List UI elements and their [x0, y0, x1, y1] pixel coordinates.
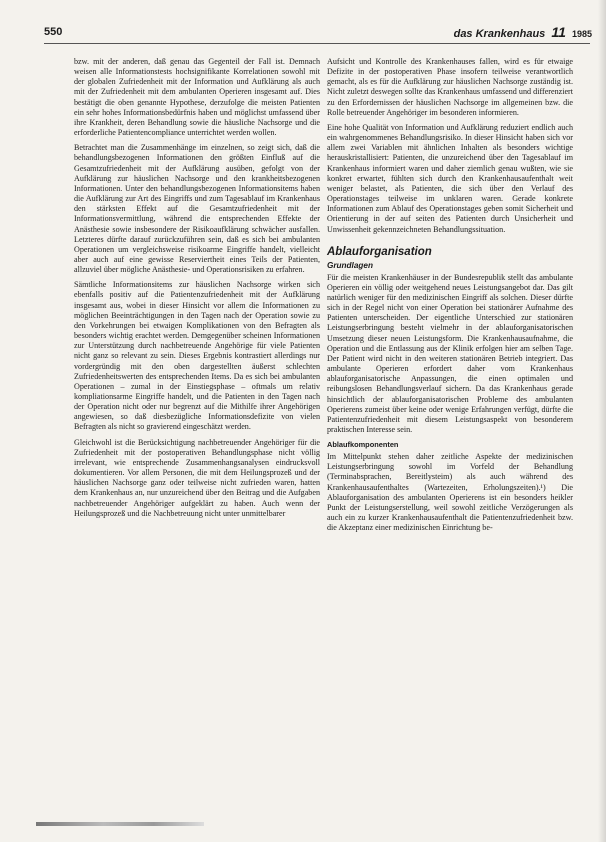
left-paragraph-2: Betrachtet man die Zusammenhänge im einzelnen, so zeigt sich, daß die behandlungsbezogenen Informationen den größten Einfluß auf die Gesamtzufriedenheit mit der Aufklärung ausüben, gefolgt von der Aufklärung zur häuslichen Nachsorge und den krankheitsbezogenen Informationen. Unter den behandlungsbezogenen Informationsitems haben die Aufklärung zur Art des Eingriffs und zum Tagesablauf im Krankenhaus den stärksten Effekt auf die Gesamtzufriedenheit mit der Informationsvermittlung, während die entsprechenden Effekte der Anästhesie sowie insbesondere der Risikoaufklärung schwächer ausfallen. Letzteres dürfte darauf zurückzuführen sein, daß es sich bei ambulanten Operationen um vergleichsweise risikoarme Eingriffe handelt, vielleicht aber auch auf eine gewisse Reserviertheit eines Teils der Patienten, allzuviel über mögliche Anästhesie- und Operationsrisiken zu erfahren. [74, 143, 320, 275]
right-paragraph-1: Aufsicht und Kontrolle des Krankenhauses fallen, wird es für etwaige Defizite in der postoperativen Phase insofern teilweise verantwortlich gemacht, als es für die Aufklärung zur häuslichen Nachsorge zuständig ist. Nicht zuletzt deswegen sollte das Krankenhaus umfassend und differenziert zu den Erfordernissen der häuslichen Nachsorge im allgemeinen bzw. die Rolle betreuender Angehöriger im besonderen informieren. [327, 57, 573, 117]
left-column [74, 57, 320, 524]
issue-year: 1985 [571, 29, 592, 39]
right-column [327, 57, 573, 538]
section-heading: Ablauforganisation [327, 245, 432, 258]
page-edge-shadow [598, 0, 606, 842]
header-rule [44, 43, 590, 44]
left-paragraph-1: bzw. mit der anderen, daß genau das Gegenteil der Fall ist. Demnach weisen alle Informationstests hochsignifikante Korrelationen sowohl mit der globalen Zufriedenheit mit der Information und Aufklärung als auch mit der Zufriedenheit mit dem ambulanten Operieren insgesamt auf. Dies bestätigt die oben genannte Hypothese, derzufolge die meisten Patienten ein sehr hohes Informationsbedürfnis haben und möglichst umfassend über ihre Krankheit, deren Behandlung sowie die häusliche Nachsorge und die erforderliche Patientencompliance unterrichtet werden wollen. [74, 57, 320, 138]
subheading-grundlagen: Grundlagen [327, 260, 373, 270]
subheading-ablaufkomponenten: Ablaufkomponenten [327, 440, 399, 450]
running-head [454, 24, 592, 40]
journal-title: das Krankenhaus [453, 28, 546, 40]
closing-paragraph: Im Mittelpunkt stehen daher zeitliche Aspekte der medizinischen Leistungserbringung sowohl im Vorfeld der Behandlung (Terminabsprachen, Bereitlysteim) als auch während des Krankenhausaufenthaltes (Wartezeiten, Erholungszeiten).¹) Die Ablauforganisation des ambulanten Operierens ist ein besonders heikler Punkt der Leistungserstellung, weil sowohl zeitliche Verzögerungen als auch ein zu kurzer Krankenhausaufenthalt die Patientenzufriedenheit bzw. die Akzeptanz einer medizinischen Einrichtung be- [327, 452, 573, 533]
left-paragraph-3: Sämtliche Informationsitems zur häuslichen Nachsorge wirken sich ebenfalls positiv auf die Patientenzufriedenheit mit der Aufklärung insgesamt aus, wobei in dieser Hinsicht vor allem die Informationen zu möglichen Beeinträchtigungen in den Tagen nach der Operation sowie zu den Vorkehrungen bei etwaigen Komplikationen von den Befragten als besonders wichtig erachtet werden. Demgegenüber scheinen Informationen zur Unterstützung durch nachbetreuende Angehörige für viele Patienten nicht ganz so relevant zu sein. Dieses Ergebnis kontrastiert allerdings nur vordergründig mit den oben dargestellten äußerst schlechten Zufriedenheitswerten des entsprechenden Items. Da es sich bei ambulanten Operationen – zumal in der Einstiegsphase – oftmals um relativ kompliationsarme Eingriffe handelt, und die Patienten in den Tagen nach der Operation nicht oder nur begrenzt auf die Mithilfe ihrer Angehörigen angewiesen, so daß diesbezügliche Informationsdefizite von vielen Befragten als nicht so gravierend eingeschätzt werden. [74, 280, 320, 432]
page-number: 550 [44, 26, 63, 38]
scan-mark [36, 822, 204, 826]
right-paragraph-2: Eine hohe Qualität von Information und Aufklärung reduziert endlich auch ein wahrgenommenes Behandlungsrisiko. In dieser Hinsicht haben sich vor allem zwei Variablen mit ähnlichen Inhalten als besonders wichtige herauskristallisiert: Patienten, die unzureichend über den Tagesablauf im Krankenhaus informiert waren und daher ziemlich genau wußten, wie sie konkret erwartet, fühlten sich durch den Krankenhausaufenthalt weit weniger belastet, als Patienten, die sich über den Verlauf des Operationstages teilweise im unklaren waren. Gerade konkrete Informationen zum Ablauf des Operationstages geben somit Sicherheit und Orientierung in der auf seiten des Patienten durch Unsicherheit und Unwissenheit gekennzeichneten Behandlungssituation. [327, 122, 573, 234]
section-paragraph-1: Für die meisten Krankenhäuser in der Bundesrepublik stellt das ambulante Operieren ein völlig oder weitgehend neues Leistungsangebot dar. Das gilt natürlich weniger für den medizinischen Eingriff als solchen. Dieser dürfte sich in der Regel nicht von einer Operation bei stationärer Aufnahme des Patienten unterscheiden. Der eigentliche Unterschied zur stationären Leistungserbringung besteht vielmehr in der ablauforganisatorischen Umsetzung dieser neuen Leistungsform. Die Krankenhausaufnahme, die Operation und die Entlassung aus der Klinik erfolgen hier am selben Tage. Der Patient wird nicht in den weiteren stationären Betrieb integriert. Das ambulante Operieren erfordert daher vom Krankenhaus ablauforganisatorische Anpassungen, die einen optimalen und reibungslosen Behandlungsverlauf sichern. Da das Krankenhaus gerade hinsichtlich der ablauforganisatorischen Probleme des ambulanten Operierens zumeist über keine oder wenige Erfahrungen verfügt, dürfte die Patientenzufriedenheit mit diesem Leistungsaspekt von besonderem praktischen Interesse sein. [327, 272, 573, 434]
left-paragraph-4: Gleichwohl ist die Berücksichtigung nachbetreuender Angehöriger für die Zufriedenheit mit der postoperativen Behandlungsphase nicht völlig irrelevant, wie entsprechende Zusammenhangsanalysen eindrucksvoll dokumentieren. Vor allem Personen, die mit dem Heilungsprozeß und der häuslichen Nachsorge ganz oder teilweise nicht zufrieden waren, hatten dem Krankenhaus an, nur unzureichend über den Beitrag und die Aufgaben nachbetreuender Angehöriger aufgeklärt zu haben. Auch wenn der Heilungsprozeß und die Nachbetreuung nicht unter unmittelbarer [74, 437, 320, 518]
issue-number: 11 [551, 24, 566, 40]
